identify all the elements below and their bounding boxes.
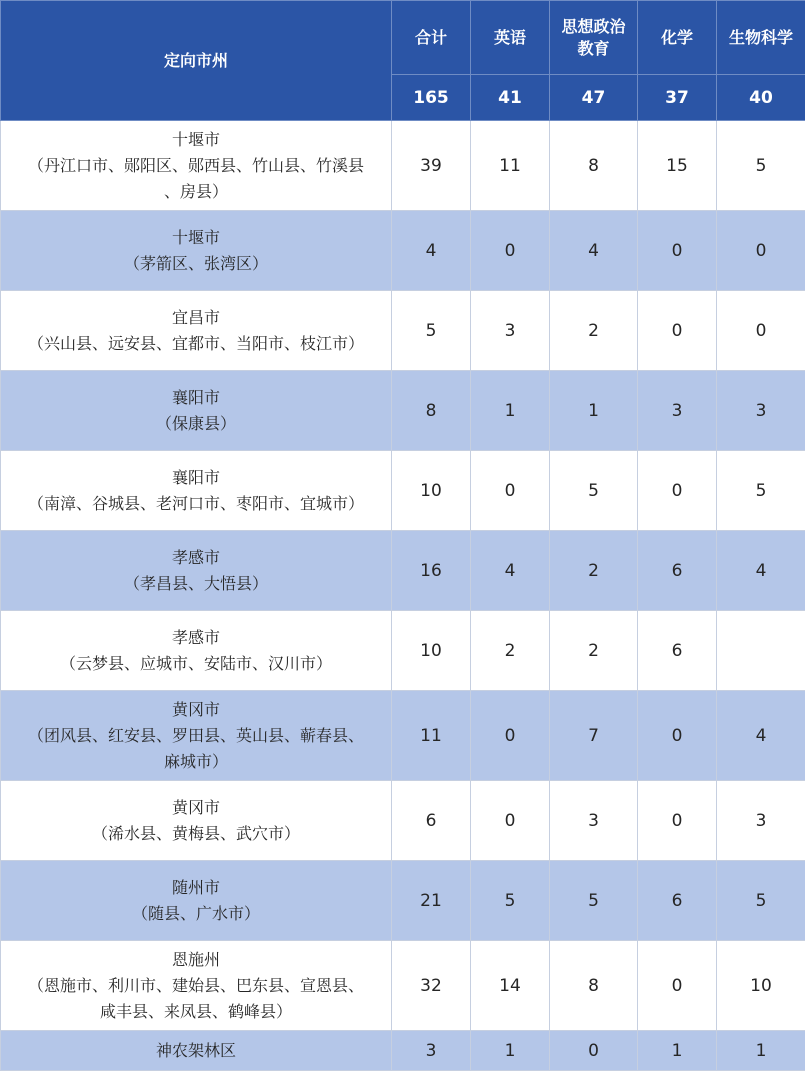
value-english-cell: 14	[471, 941, 550, 1031]
value-politics-cell: 1	[550, 371, 638, 451]
value-politics-cell: 5	[550, 451, 638, 531]
region-counties: （云梦县、应城市、安陆市、汉川市）	[59, 653, 332, 673]
value-politics-cell: 7	[550, 691, 638, 781]
region-cell	[1, 531, 392, 611]
value-total-cell: 4	[392, 211, 471, 291]
value-total-cell: 10	[392, 451, 471, 531]
region-counties: （保康县）	[155, 413, 236, 433]
value-chemistry-cell: 1	[638, 1031, 717, 1071]
region-counties: （兴山县、远安县、宜都市、当阳市、枝江市）	[27, 333, 364, 353]
value-total-cell: 3	[392, 1031, 471, 1071]
region-name: 黄冈市	[171, 699, 220, 719]
value-chemistry-cell: 0	[638, 211, 717, 291]
region-counties: （团风县、红安县、罗田县、英山县、蕲春县、	[27, 725, 364, 745]
value-chemistry-cell: 6	[638, 531, 717, 611]
region-name: 神农架林区	[155, 1040, 236, 1060]
column-header-english: 英语	[471, 1, 550, 75]
value-total-cell: 21	[392, 861, 471, 941]
column-header-politics	[550, 1, 638, 75]
region-name: 襄阳市	[171, 387, 220, 407]
value-biology-cell: 1	[717, 1031, 805, 1071]
value-biology-cell: 4	[717, 531, 805, 611]
value-total-cell: 5	[392, 291, 471, 371]
region-cell	[1, 941, 392, 1031]
region-name: 随州市	[171, 877, 220, 897]
column-header-chemistry: 化学	[638, 1, 717, 75]
region-name: 黄冈市	[171, 797, 220, 817]
region-counties: （茅箭区、张湾区）	[123, 253, 268, 273]
region-name: 襄阳市	[171, 467, 220, 487]
value-chemistry-cell: 0	[638, 451, 717, 531]
region-counties: 咸丰县、来凤县、鹤峰县）	[99, 1001, 292, 1021]
value-biology-cell: 3	[717, 371, 805, 451]
column-header-politics-line-2: 教育	[577, 38, 610, 58]
total-count-chemistry: 37	[638, 75, 717, 121]
region-cell	[1, 861, 392, 941]
region-name: 孝感市	[171, 547, 220, 567]
table-row	[1, 451, 805, 531]
region-counties: （浠水县、黄梅县、武穴市）	[91, 823, 300, 843]
value-politics-cell: 2	[550, 611, 638, 691]
region-counties: （南漳、谷城县、老河口市、枣阳市、宜城市）	[27, 493, 364, 513]
value-politics-cell: 3	[550, 781, 638, 861]
value-total-cell: 39	[392, 121, 471, 211]
column-header-politics-line-1: 思想政治	[561, 16, 626, 36]
value-biology-cell: 10	[717, 941, 805, 1031]
region-cell	[1, 1031, 392, 1071]
value-english-cell: 1	[471, 1031, 550, 1071]
region-cell	[1, 611, 392, 691]
value-english-cell: 0	[471, 451, 550, 531]
region-counties: （随县、广水市）	[131, 903, 260, 923]
region-name: 十堰市	[171, 129, 220, 149]
region-cell	[1, 291, 392, 371]
value-politics-cell: 8	[550, 941, 638, 1031]
value-chemistry-cell: 0	[638, 941, 717, 1031]
value-politics-cell: 0	[550, 1031, 638, 1071]
table-body	[1, 121, 805, 1071]
table-row	[1, 861, 805, 941]
column-header-total: 合计	[392, 1, 471, 75]
value-total-cell: 10	[392, 611, 471, 691]
region-cell	[1, 691, 392, 781]
value-english-cell: 0	[471, 691, 550, 781]
region-cell	[1, 371, 392, 451]
header-row-subjects	[1, 1, 805, 75]
table-row	[1, 531, 805, 611]
value-total-cell: 6	[392, 781, 471, 861]
table-row	[1, 371, 805, 451]
region-cell	[1, 451, 392, 531]
value-politics-cell: 4	[550, 211, 638, 291]
column-header-biology: 生物科学	[717, 1, 805, 75]
value-politics-cell: 2	[550, 291, 638, 371]
value-biology-cell: 4	[717, 691, 805, 781]
value-english-cell: 1	[471, 371, 550, 451]
table-row	[1, 121, 805, 211]
value-biology-cell: 5	[717, 451, 805, 531]
region-name: 宜昌市	[171, 307, 220, 327]
table-row	[1, 211, 805, 291]
total-count-total: 165	[392, 75, 471, 121]
value-english-cell: 0	[471, 211, 550, 291]
value-chemistry-cell: 6	[638, 611, 717, 691]
total-count-politics: 47	[550, 75, 638, 121]
value-biology-cell: 5	[717, 861, 805, 941]
value-chemistry-cell: 0	[638, 291, 717, 371]
region-counties: （恩施市、利川市、建始县、巴东县、宣恩县、	[27, 975, 364, 995]
table-row	[1, 291, 805, 371]
value-english-cell: 11	[471, 121, 550, 211]
value-english-cell: 2	[471, 611, 550, 691]
value-chemistry-cell: 0	[638, 781, 717, 861]
value-total-cell: 16	[392, 531, 471, 611]
value-politics-cell: 5	[550, 861, 638, 941]
region-cell	[1, 781, 392, 861]
region-counties: （丹江口市、郧阳区、郧西县、竹山县、竹溪县	[27, 155, 364, 175]
value-chemistry-cell: 3	[638, 371, 717, 451]
region-name: 孝感市	[171, 627, 220, 647]
region-name: 十堰市	[171, 227, 220, 247]
value-english-cell: 3	[471, 291, 550, 371]
region-name: 恩施州	[171, 949, 220, 969]
region-column-header: 定向市州	[1, 1, 392, 121]
region-counties: 、房县）	[163, 181, 228, 201]
value-biology-cell	[717, 611, 805, 691]
value-biology-cell: 5	[717, 121, 805, 211]
value-total-cell: 11	[392, 691, 471, 781]
table-row	[1, 781, 805, 861]
table-row	[1, 691, 805, 781]
region-cell	[1, 211, 392, 291]
value-chemistry-cell: 6	[638, 861, 717, 941]
value-biology-cell: 0	[717, 291, 805, 371]
value-english-cell: 5	[471, 861, 550, 941]
value-english-cell: 0	[471, 781, 550, 861]
table-row	[1, 611, 805, 691]
value-chemistry-cell: 15	[638, 121, 717, 211]
total-count-biology: 40	[717, 75, 805, 121]
table-row	[1, 1031, 805, 1071]
value-english-cell: 4	[471, 531, 550, 611]
region-counties: 麻城市）	[163, 751, 228, 771]
total-count-english: 41	[471, 75, 550, 121]
table-row	[1, 941, 805, 1031]
value-politics-cell: 2	[550, 531, 638, 611]
value-biology-cell: 0	[717, 211, 805, 291]
value-politics-cell: 8	[550, 121, 638, 211]
region-counties: （孝昌县、大悟县）	[123, 573, 268, 593]
region-cell	[1, 121, 392, 211]
value-total-cell: 32	[392, 941, 471, 1031]
value-total-cell: 8	[392, 371, 471, 451]
value-biology-cell: 3	[717, 781, 805, 861]
value-chemistry-cell: 0	[638, 691, 717, 781]
